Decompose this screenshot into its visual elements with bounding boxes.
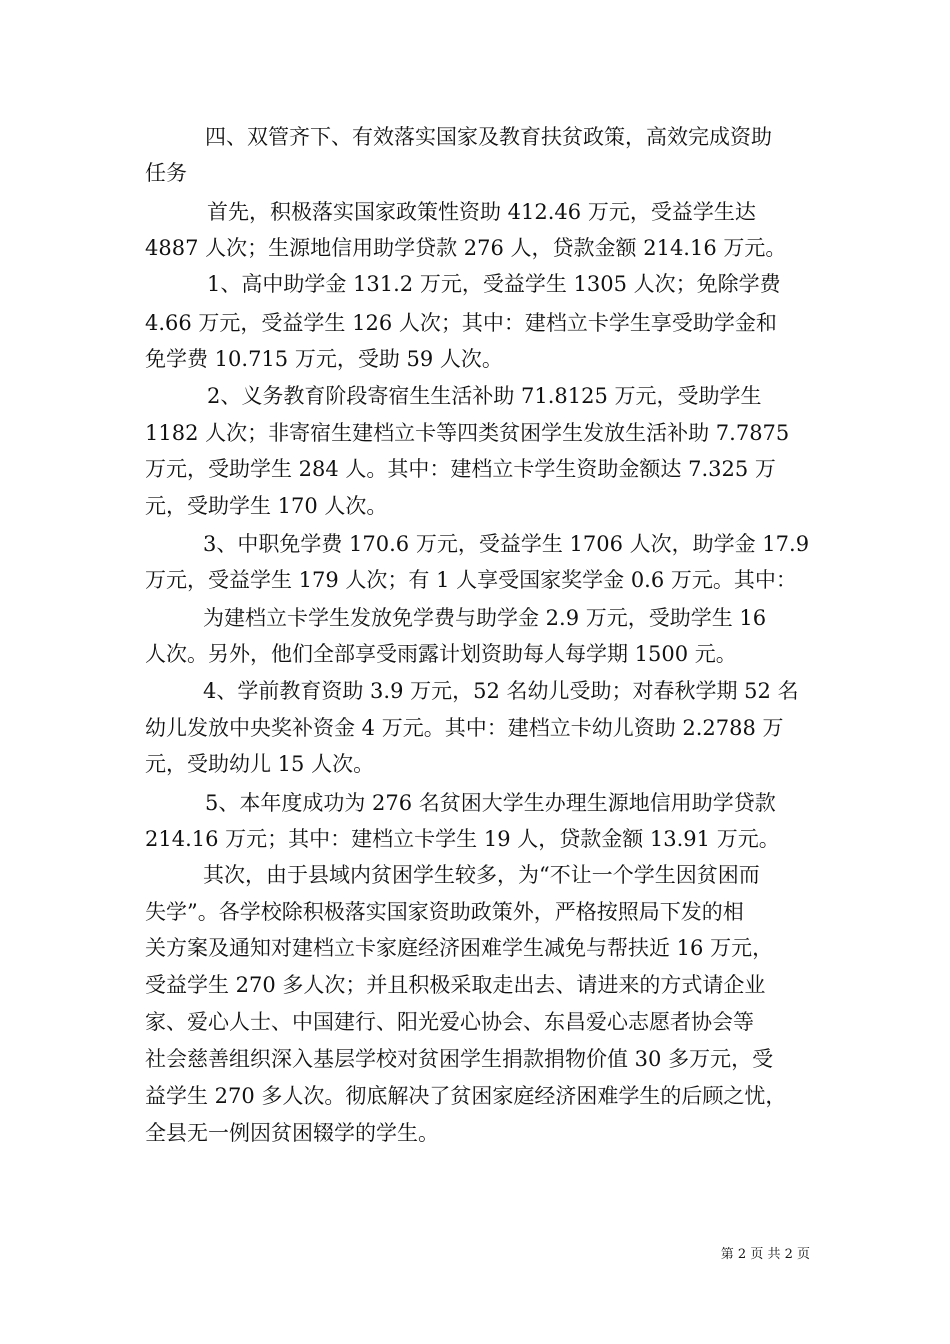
text-line: 益学生 270 多人次。彻底解决了贫困家庭经济困难学生的后顾之忧， (145, 1084, 787, 1108)
text-line: 人次。另外，他们全部享受雨露计划资助每人每学期 1500 元。 (145, 642, 737, 666)
text-line: 元，受助学生 170 人次。 (145, 494, 388, 518)
text-line: 1182 人次；非寄宿生建档立卡等四类贫困学生发放生活补助 7.7875 (145, 421, 790, 445)
text-line: 214.16 万元；其中：建档立卡学生 19 人，贷款金额 13.91 万元。 (145, 827, 780, 851)
text-line: 其次，由于县域内贫困学生较多，为“不让一个学生因贫困而 (203, 863, 760, 887)
text-line: 幼儿发放中央奖补资金 4 万元。其中：建档立卡幼儿资助 2.2788 万 (145, 716, 784, 740)
text-line: 社会慈善组织深入基层学校对贫困学生捐款捐物价值 30 多万元，受 (145, 1047, 774, 1071)
text-line: 四、双管齐下、有效落实国家及教育扶贫政策，高效完成资助 (205, 125, 772, 149)
text-line: 2、义务教育阶段寄宿生生活补助 71.8125 万元，受助学生 (207, 384, 762, 408)
text-line: 1、高中助学金 131.2 万元，受益学生 1305 人次；免除学费 (207, 272, 781, 296)
text-line: 首先，积极落实国家政策性资助 412.46 万元，受益学生达 (207, 200, 756, 224)
text-line: 免学费 10.715 万元，受助 59 人次。 (145, 347, 503, 371)
text-line: 4.66 万元，受益学生 126 人次；其中：建档立卡学生享受助学金和 (145, 311, 777, 335)
text-line: 5、本年度成功为 276 名贫困大学生办理生源地信用助学贷款 (205, 791, 776, 815)
text-line: 为建档立卡学生发放免学费与助学金 2.9 万元，受助学生 16 (203, 606, 767, 630)
text-line: 任务 (145, 161, 187, 185)
text-line: 失学”。各学校除积极落实国家资助政策外，严格按照局下发的相 (145, 900, 744, 924)
page-number-footer: 第 2 页 共 2 页 (720, 1247, 810, 1262)
text-line: 元，受助幼儿 15 人次。 (145, 752, 375, 776)
text-line: 万元，受助学生 284 人。其中：建档立卡学生资助金额达 7.325 万 (145, 457, 776, 481)
text-line: 关方案及通知对建档立卡家庭经济困难学生减免与帮扶近 16 万元， (145, 936, 774, 960)
text-line: 4887 人次；生源地信用助学贷款 276 人，贷款金额 214.16 万元。 (145, 236, 787, 260)
text-line: 4、学前教育资助 3.9 万元，52 名幼儿受助；对春秋学期 52 名 (203, 679, 799, 703)
text-line: 3、中职免学费 170.6 万元，受益学生 1706 人次，助学金 17.9 (203, 532, 810, 556)
text-line: 家、爱心人士、中国建行、阳光爱心协会、东昌爱心志愿者协会等 (145, 1010, 754, 1034)
text-line: 受益学生 270 多人次；并且积极采取走出去、请进来的方式请企业 (145, 973, 766, 997)
text-line: 全县无一例因贫困辍学的学生。 (145, 1121, 439, 1145)
text-line: 万元，受益学生 179 人次；有 1 人享受国家奖学金 0.6 万元。其中： (145, 568, 797, 592)
